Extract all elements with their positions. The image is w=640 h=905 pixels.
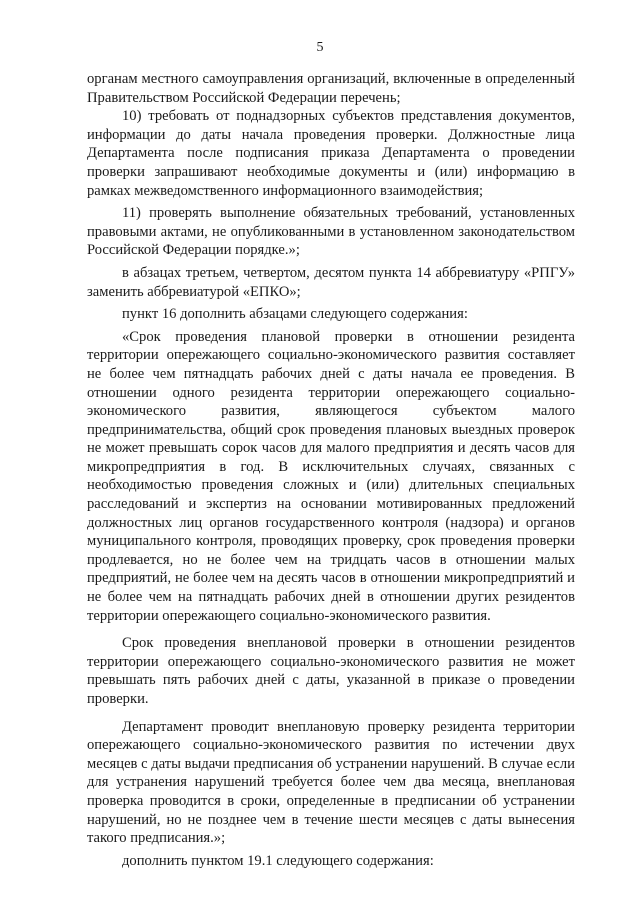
paragraph-department-inspection: Департамент проводит внеплановую проверку резидента территории опережающего социально-экономического развития по истечении двух месяцев с даты выдачи предписания об устранении нарушений. В случае если для устранения нарушений требуется более чем два месяца, внеплановая проверка проводится в сроки, определенные в предписании об устранении нарушений, но не позднее чем в течение шести месяцев с даты вынесения такого предписания.»;: [87, 718, 575, 847]
list-item-10: 10) требовать от поднадзорных субъектов представления документов, информации до даты начала проведения проверки. Должностные лица Департамента после подписания приказа Департамента о проведении проверки запрашивают необходимые документы и (или) информацию в рамках межведомственного информационного взаимодействия;: [87, 108, 575, 199]
paragraph-amendment-16: пункт 16 дополнить абзацами следующего содержания:: [122, 306, 468, 323]
paragraph-planned-inspection: «Срок проведения плановой проверки в отношении резидента территории опережающего социально-экономического развития составляет не более чем пятнадцать рабочих дней с даты начала ее проведения. В отношении одного резидента территории опережающего социально-экономического развития, являющегося субъектом малого предпринимательства, общий срок проведения плановых выездных проверок не может превышать сорок часов для малого предприятия и десять часов для микропредприятия в год. В исключительных случаях, связанных с необходимостью проведения сложных и (или) длительных специальных расследований и экспертиз на основании мотивированных предложений должностных лиц органов государственного контроля (надзора) и органов муниципального контроля, проводящих проверку, срок проведения проверки продлевается, но не более чем на тридцать часов в отношении малых предприятий, не более чем на десять часов в отношении микропредприятий и не более чем на пятнадцать рабочих дней в отношении других резидентов территории опережающего социально-экономического развития.: [87, 328, 575, 624]
list-item-11: 11) проверять выполнение обязательных требований, установленных правовыми актами, не опубликованными в установленном законодательством Российской Федерации порядке.»;: [87, 205, 575, 259]
document-body: [87, 70, 575, 870]
paragraph-amendment-14: в абзацах третьем, четвертом, десятом пункта 14 аббревиатуру «РПГУ» заменить аббревиатурой «ЕПКО»;: [87, 264, 575, 300]
paragraph-continuation: органам местного самоуправления организаций, включенные в определенный Правительством Российской Федерации перечень;: [87, 71, 575, 106]
paragraph-amendment-19-1: дополнить пунктом 19.1 следующего содержания:: [122, 852, 434, 869]
page-number: 5: [316, 40, 324, 55]
paragraph-unplanned-inspection: Срок проведения внеплановой проверки в отношении резидентов территории опережающего социально-экономического развития не может превышать пять рабочих дней с даты, указанной в приказе о проведении проверки.: [87, 635, 575, 707]
